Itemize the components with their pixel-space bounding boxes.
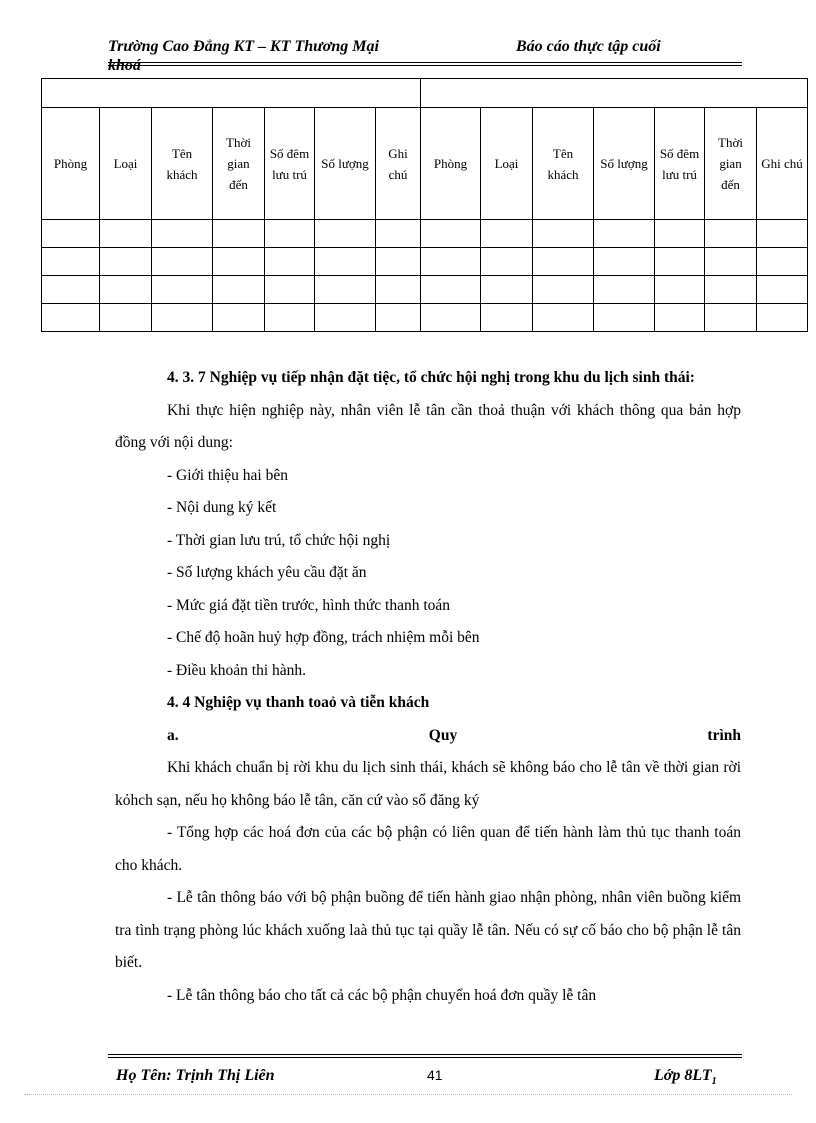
footer-rule	[108, 1054, 742, 1055]
table-cell	[533, 276, 594, 304]
column-header: Số đêm lưu trú	[265, 108, 315, 220]
table-cell	[376, 220, 421, 248]
paragraph-invoices: - Tổng hợp các hoá đơn của các bộ phận có liên quan để tiến hành làm thủ tục thanh toán cho khách.	[115, 824, 741, 874]
table-cell	[376, 304, 421, 332]
table-cell	[315, 220, 376, 248]
paragraph-notify: - Lễ tân thông báo cho tất cả các bộ phận chuyển hoá đơn quầy lễ tân	[167, 986, 597, 1004]
table-group-cell-left	[42, 79, 421, 108]
table-cell	[757, 248, 808, 276]
table-row	[42, 276, 808, 304]
table-row	[42, 304, 808, 332]
column-header: Phòng	[421, 108, 481, 220]
quy-trinh-letter: a.	[167, 726, 179, 744]
table-cell	[376, 248, 421, 276]
table-cell	[757, 304, 808, 332]
table-cell	[213, 220, 265, 248]
table-cell	[705, 304, 757, 332]
table-cell	[265, 276, 315, 304]
list-item: - Điều khoản thi hành.	[167, 661, 307, 679]
footer-author: Họ Tên: Trịnh Thị Liên	[116, 1067, 275, 1084]
header-rule	[108, 62, 742, 63]
table-cell	[315, 304, 376, 332]
table-cell	[421, 276, 481, 304]
page-bottom-border	[24, 1094, 792, 1095]
body-content	[115, 362, 741, 1012]
column-header: Ghi chú	[757, 108, 808, 220]
table-cell	[213, 276, 265, 304]
table-cell	[421, 220, 481, 248]
intro-paragraph: Khi thực hiện nghiệp này, nhân viên lễ tân cần thoả thuận với khách thông qua bản hợp đồng với nội dung:	[115, 401, 741, 451]
guest-table	[41, 78, 808, 332]
column-header: Tên khách	[533, 108, 594, 220]
footer-class-label: Lớp 8LT	[654, 1067, 712, 1084]
quy-trinh-word1: Quy	[428, 726, 458, 744]
table-cell	[594, 276, 655, 304]
table-cell	[481, 220, 533, 248]
column-header: Tên khách	[152, 108, 213, 220]
table-cell	[655, 248, 705, 276]
table-cell	[421, 248, 481, 276]
section-heading-4-3-7: 4. 3. 7 Nghiệp vụ tiếp nhận đặt tiệc, tổ chức hội nghị trong khu du lịch sinh thái:	[167, 369, 695, 386]
table-cell	[594, 248, 655, 276]
list-item: - Số lượng khách yêu cầu đặt ăn	[167, 564, 367, 581]
table-cell	[152, 276, 213, 304]
table-cell	[655, 304, 705, 332]
footer-class	[654, 1067, 717, 1087]
contract-items-list	[115, 460, 741, 688]
table-top-row	[42, 79, 808, 108]
table-header-row	[42, 108, 808, 220]
column-header: Phòng	[42, 108, 100, 220]
list-item: - Mức giá đặt tiền trước, hình thức thanh toán	[167, 596, 451, 614]
table-cell	[213, 304, 265, 332]
column-header: Loại	[100, 108, 152, 220]
list-item: - Nội dung ký kết	[167, 499, 277, 516]
table-cell	[100, 276, 152, 304]
header-school: Trường Cao Đẳng KT – KT Thương Mại	[108, 38, 379, 55]
table-cell	[594, 220, 655, 248]
table-cell	[421, 304, 481, 332]
table-cell	[533, 248, 594, 276]
paragraph-housekeeping: - Lễ tân thông báo với bộ phận buồng để tiến hành giao nhận phòng, nhân viên buồng kiểm tra tình trạng phòng lúc khách xuống laà thủ tục tại quầy lễ tân. Nếu có sự cố báo cho bộ phận lễ tân biết.	[115, 889, 741, 971]
table-row	[42, 220, 808, 248]
table-cell	[376, 276, 421, 304]
table-cell	[152, 304, 213, 332]
table-cell	[42, 276, 100, 304]
table-cell	[152, 248, 213, 276]
column-header: Thời gian đến	[213, 108, 265, 220]
table-cell	[100, 220, 152, 248]
table-row	[42, 248, 808, 276]
table-cell	[265, 304, 315, 332]
table-cell	[42, 304, 100, 332]
table-cell	[100, 248, 152, 276]
list-item: - Chế độ hoãn huỷ hợp đồng, trách nhiệm mỗi bên	[167, 629, 480, 646]
table-cell	[533, 220, 594, 248]
page-number: 41	[427, 1067, 443, 1083]
table-cell	[152, 220, 213, 248]
table-cell	[265, 248, 315, 276]
table-group-cell-right	[421, 79, 808, 108]
table-cell	[42, 248, 100, 276]
table-cell	[594, 304, 655, 332]
table-cell	[705, 220, 757, 248]
column-header: Ghi chú	[376, 108, 421, 220]
column-header: Số lượng	[594, 108, 655, 220]
paragraph-checkout: Khi khách chuẩn bị rời khu du lịch sinh thái, khách sẽ không báo cho lễ tân về thời gian rời kỏhch sạn, nếu họ không báo lễ tân, căn cứ vào sổ đăng ký	[115, 759, 741, 809]
table-cell	[655, 220, 705, 248]
list-item: - Giới thiệu hai bên	[167, 466, 288, 484]
footer-class-sub: 1	[711, 1076, 717, 1088]
table-cell	[315, 276, 376, 304]
header-report-title-cont: khoá	[108, 57, 141, 74]
column-header: Số lượng	[315, 108, 376, 220]
table-cell	[265, 220, 315, 248]
column-header: Loại	[481, 108, 533, 220]
table-cell	[705, 248, 757, 276]
header-report-title: Báo cáo thực tập cuối	[516, 38, 661, 55]
column-header: Thời gian đến	[705, 108, 757, 220]
table-cell	[481, 248, 533, 276]
header-rule-2	[108, 65, 742, 66]
table-cell	[481, 276, 533, 304]
column-header: Số đêm lưu trú	[655, 108, 705, 220]
table-cell	[481, 304, 533, 332]
footer-rule-2	[108, 1057, 742, 1058]
section-heading-4-4: 4. 4 Nghiệp vụ thanh toaỏ và tiễn khách	[167, 694, 430, 711]
table-cell	[533, 304, 594, 332]
table-cell	[100, 304, 152, 332]
table-cell	[705, 276, 757, 304]
table-cell	[42, 220, 100, 248]
table-cell	[757, 276, 808, 304]
table-cell	[655, 276, 705, 304]
list-item: - Thời gian lưu trú, tổ chức hội nghị	[167, 531, 391, 549]
table-cell	[757, 220, 808, 248]
quy-trinh-heading	[115, 720, 741, 753]
quy-trinh-word2: trình	[707, 726, 741, 744]
table-cell	[213, 248, 265, 276]
table-cell	[315, 248, 376, 276]
